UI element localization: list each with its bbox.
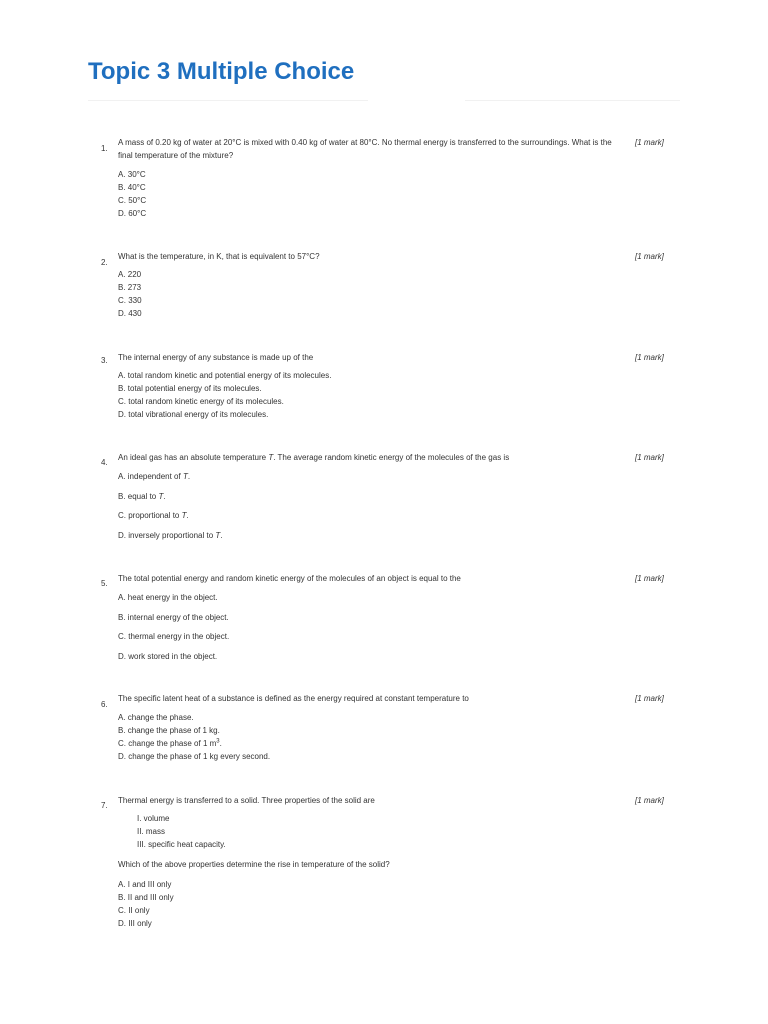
option-a: A. 220 <box>118 270 142 279</box>
question-stem: Thermal energy is transferred to a solid. Three properties of the solid are <box>118 796 375 805</box>
option-d: D. work stored in the object. <box>118 651 218 661</box>
option-d: D. 60°C <box>118 209 147 218</box>
option-list <box>118 591 229 669</box>
option-a: A. independent of T. <box>118 472 191 481</box>
option-b: B. 40°C <box>118 183 146 192</box>
question-substem: Which of the above properties determine the rise in temperature of the solid? <box>118 860 390 869</box>
option-d: D. inversely proportional to T. <box>118 530 223 540</box>
page-title: Topic 3 Multiple Choice <box>88 58 355 85</box>
option-c: C. 50°C <box>118 196 147 205</box>
option-c: C. proportional to T. <box>118 511 189 520</box>
option-d: D. total vibrational energy of its molecules. <box>118 410 269 419</box>
option-list <box>118 470 223 548</box>
mark-label: [1 mark] <box>635 138 664 147</box>
option-list <box>118 268 142 320</box>
question-number: 2. <box>101 258 108 267</box>
question-number: 6. <box>101 700 108 709</box>
option-c: C. change the phase of 1 $m^3$. <box>118 738 222 748</box>
mark-label: [1 mark] <box>635 796 664 805</box>
option-b: B. internal energy of the object. <box>118 612 229 622</box>
question-number: 7. <box>101 801 108 810</box>
question-stem: The total potential energy and random kinetic energy of the molecules of an object is equal to the <box>118 574 461 583</box>
question-stem: What is the temperature, in K, that is equivalent to 57°C? <box>118 252 320 261</box>
option-a: A. total random kinetic and potential energy of its molecules. <box>118 371 332 380</box>
property-item: I. volume <box>137 814 170 823</box>
question-number: 1. <box>101 144 108 153</box>
property-item: III. specific heat capacity. <box>137 840 226 849</box>
option-b: B. equal to T. <box>118 491 166 501</box>
mark-label: [1 mark] <box>635 453 664 462</box>
question-stem: The internal energy of any substance is made up of the <box>118 353 314 362</box>
option-d: D. change the phase of 1 kg every second. <box>118 752 271 761</box>
option-b: B. total potential energy of its molecules. <box>118 384 262 393</box>
mark-label: [1 mark] <box>635 353 664 362</box>
question-number: 3. <box>101 356 108 365</box>
option-list <box>118 369 331 421</box>
option-c: C. thermal energy in the object. <box>118 632 230 641</box>
mark-label: [1 mark] <box>635 252 664 261</box>
property-item: II. mass <box>137 827 166 836</box>
question-number: 4. <box>101 458 108 467</box>
option-list <box>118 168 146 220</box>
option-b: B. change the phase of 1 kg. <box>118 726 220 735</box>
question-stem: A mass of 0.20 kg of water at 20°C is mixed with 0.40 kg of water at 80°C. No thermal energy is transferred to the surroundings. What is the final temperature of the mixture? <box>118 138 612 160</box>
mark-label: [1 mark] <box>635 694 664 703</box>
mark-label: [1 mark] <box>635 574 664 583</box>
option-a: A. I and III only <box>118 880 172 889</box>
option-b: B. II and III only <box>118 893 174 902</box>
option-b: B. 273 <box>118 283 142 292</box>
option-d: D. III only <box>118 919 152 928</box>
option-list <box>118 878 174 930</box>
option-a: A. 30°C <box>118 170 146 179</box>
option-c: C. 330 <box>118 296 142 305</box>
property-list <box>137 812 226 851</box>
question-stem: The specific latent heat of a substance is defined as the energy required at constant temperature to <box>118 694 469 703</box>
title-divider-right <box>465 100 680 101</box>
title-divider-left <box>88 100 368 101</box>
question-number: 5. <box>101 579 108 588</box>
option-a: A. change the phase. <box>118 713 194 722</box>
option-c: C. total random kinetic energy of its molecules. <box>118 397 284 406</box>
question-stem: An ideal gas has an absolute temperature T. The average random kinetic energy of the molecules of the gas is <box>118 453 510 462</box>
option-list <box>118 711 270 763</box>
option-c: C. II only <box>118 906 150 915</box>
option-d: D. 430 <box>118 309 142 318</box>
option-a: A. heat energy in the object. <box>118 593 218 602</box>
